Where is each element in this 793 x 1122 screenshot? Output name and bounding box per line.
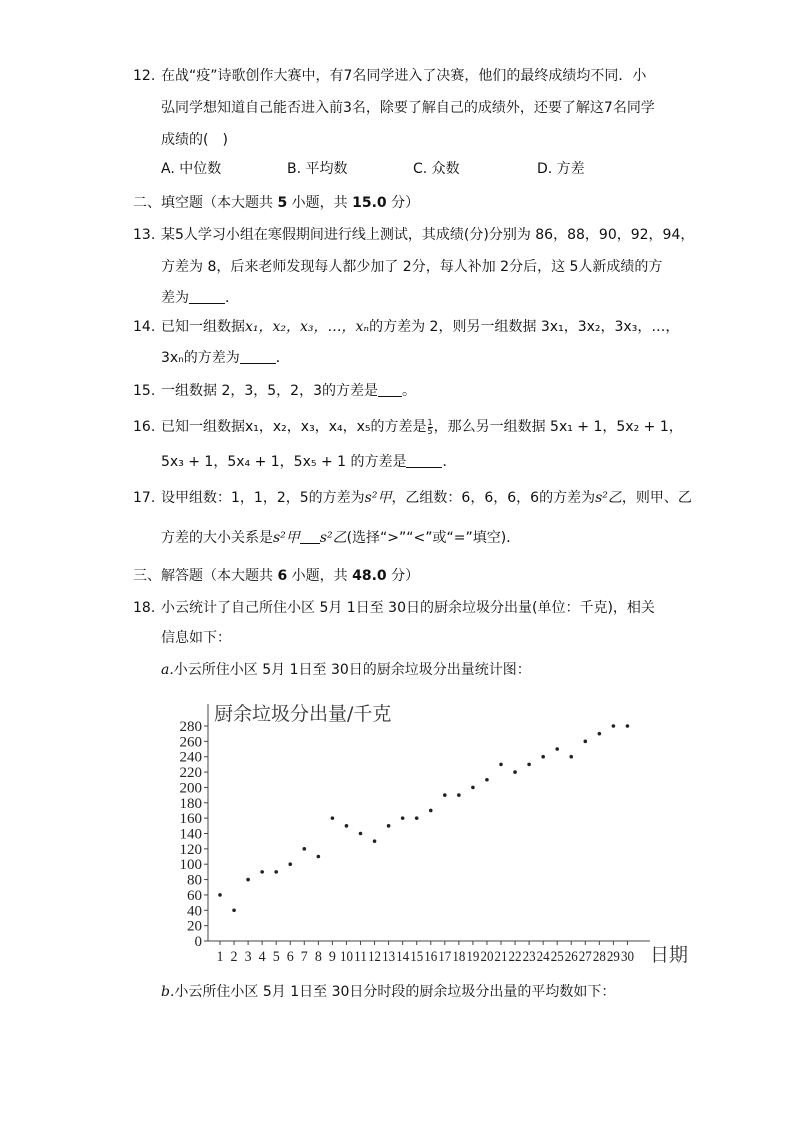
y-tick-label: 80 xyxy=(187,872,202,889)
q12-option-d: D. 方差 xyxy=(537,161,585,177)
q17-line1: 设甲组数：1，1，2，5的方差为s²甲，乙组数：6，6，6，6的方差为s²乙，则甲、乙 xyxy=(161,490,692,506)
data-point xyxy=(232,908,236,912)
q12-line1: 在战“疫”诗歌创作大赛中，有7名同学进入了决赛，他们的最终成绩均不同．小 xyxy=(161,68,647,84)
y-tick-label: 180 xyxy=(179,795,202,812)
data-point xyxy=(541,755,545,759)
x-tick-label: 17 xyxy=(438,949,452,965)
q16-answer-blank xyxy=(406,453,442,468)
data-point xyxy=(246,878,250,882)
q16-number: 16. xyxy=(133,419,156,435)
x-tick-label: 6 xyxy=(286,949,295,965)
y-tick-label: 120 xyxy=(179,841,202,858)
y-tick-label: 260 xyxy=(179,734,202,751)
y-tick-label: 0 xyxy=(194,934,202,950)
data-point xyxy=(359,832,363,836)
x-tick-label: 16 xyxy=(424,949,438,965)
data-point xyxy=(598,732,602,736)
q18-line1: 小云统计了自己所住小区 5月 1日至 30日的厨余垃圾分出量(单位：千克)，相关 xyxy=(161,600,655,616)
data-point xyxy=(373,839,377,843)
q17-number: 17. xyxy=(133,490,156,506)
q18-part-b: b.小云所住小区 5月 1日至 30日分时段的厨余垃圾分出量的平均数如下： xyxy=(161,984,616,1000)
x-tick-label: 10 xyxy=(339,949,353,965)
y-tick-label: 140 xyxy=(179,826,202,843)
data-point xyxy=(429,809,433,813)
q12-line2: 弘同学想知道自己能否进入前3名，除要了解自己的成绩外，还要了解这7名同学 xyxy=(161,100,655,116)
x-tick-label: 24 xyxy=(536,949,551,965)
q18-number: 18. xyxy=(133,600,156,616)
x-tick-label: 4 xyxy=(258,949,267,965)
x-tick-label: 23 xyxy=(522,949,536,965)
chart-svg xyxy=(150,690,710,980)
data-point xyxy=(457,793,461,797)
q16-line1: 已知一组数据x₁，x₂，x₃，x₄，x₅的方差是 $\frac{1}{5}$ ，那么另一组数据 5x₁ + 1，5x₂ + 1， xyxy=(161,417,683,436)
q13-line1: 某5人学习小组在寒假期间进行线上测试，其成绩(分)分别为 86，88，90，92，94， xyxy=(161,227,695,243)
data-point xyxy=(317,855,321,859)
x-tick-label: 28 xyxy=(592,949,606,965)
x-tick-label: 8 xyxy=(314,949,322,965)
x-tick-label: 27 xyxy=(578,949,593,965)
q14-number: 14. xyxy=(133,319,156,335)
x-tick-label: 20 xyxy=(480,949,494,965)
q15-number: 15. xyxy=(133,383,156,399)
x-tick-label: 3 xyxy=(244,949,252,965)
data-point xyxy=(471,786,475,790)
x-tick-label: 15 xyxy=(410,949,424,965)
x-tick-label: 5 xyxy=(272,949,280,965)
data-point xyxy=(555,747,559,751)
data-point xyxy=(401,816,405,820)
x-tick-label: 22 xyxy=(508,949,522,965)
data-point xyxy=(626,724,630,728)
x-tick-label: 26 xyxy=(564,949,579,965)
y-tick-label: 200 xyxy=(179,780,202,797)
q12-number: 12. xyxy=(133,68,156,84)
x-tick-label: 19 xyxy=(466,949,480,965)
x-tick-label: 9 xyxy=(328,949,336,965)
y-tick-label: 60 xyxy=(187,887,202,904)
data-point xyxy=(345,824,349,828)
q12-option-a: A. 中位数 xyxy=(161,161,222,177)
q13-line3: 差为 ． xyxy=(161,290,239,306)
q12-line3: 成绩的( ) xyxy=(161,132,228,148)
q14-line1: 已知一组数据x₁，x₂，x₃，…，xₙ的方差为 2，则另一组数据 3x₁，3x₂，3x₃，…， xyxy=(161,319,680,335)
x-tick-label: 21 xyxy=(494,949,508,965)
x-tick-label: 29 xyxy=(606,949,620,965)
data-point xyxy=(569,755,573,759)
q14-answer-blank xyxy=(240,349,276,364)
x-tick-label: 13 xyxy=(382,949,396,965)
q15-line1: 一组数据 2，3，5，2，3的方差是 。 xyxy=(161,383,416,399)
data-point xyxy=(443,793,447,797)
q13-answer-blank xyxy=(189,289,225,304)
x-tick-label: 14 xyxy=(396,949,410,965)
x-tick-label: 2 xyxy=(230,949,238,965)
x-tick-label: 12 xyxy=(368,949,382,965)
data-point xyxy=(260,870,264,874)
q13-number: 13. xyxy=(133,227,156,243)
data-point xyxy=(499,763,503,767)
x-tick-label: 1 xyxy=(216,949,224,965)
y-tick-label: 240 xyxy=(179,749,202,766)
data-point xyxy=(584,740,588,744)
q18-part-a: a.小云所住小区 5月 1日至 30日的厨余垃圾分出量统计图： xyxy=(161,662,531,678)
x-tick-label: 30 xyxy=(620,949,634,965)
q13-line2: 方差为 8，后来老师发现每人都少加了 2分，每人补加 2分后，这 5人新成绩的方 xyxy=(161,259,663,275)
data-point xyxy=(331,816,335,820)
section3-header: 三、解答题（本大题共 6 小题，共 48.0 分） xyxy=(133,568,420,584)
x-tick-label: 11 xyxy=(354,949,367,965)
q17-line2: 方差的大小关系是s²甲 s²乙(选择“>”“<”或“=”填空)． xyxy=(161,530,521,546)
data-point xyxy=(303,847,307,851)
data-point xyxy=(527,763,531,767)
x-tick-label: 25 xyxy=(550,949,564,965)
q15-answer-blank xyxy=(378,382,402,397)
q14-line2: 3xₙ的方差为 ． xyxy=(161,350,290,366)
q18-line2: 信息如下： xyxy=(161,630,231,646)
data-point xyxy=(218,893,222,897)
data-point xyxy=(288,862,292,866)
y-tick-label: 280 xyxy=(179,719,202,735)
y-tick-label: 100 xyxy=(179,857,202,874)
y-tick-label: 160 xyxy=(179,811,202,828)
q17-answer-blank xyxy=(300,529,320,544)
q16-fraction: $\frac{1}{5}$ xyxy=(427,417,433,436)
q12-option-c: C. 众数 xyxy=(413,161,460,177)
data-point xyxy=(387,824,391,828)
x-axis-title: 日期 xyxy=(650,944,689,966)
y-tick-label: 20 xyxy=(187,918,202,935)
data-point xyxy=(274,870,278,874)
data-point xyxy=(612,724,616,728)
q12-option-b: B. 平均数 xyxy=(287,161,348,177)
data-point xyxy=(415,816,419,820)
data-point xyxy=(485,778,489,782)
y-tick-label: 220 xyxy=(179,765,202,782)
y-axis-title: 厨余垃圾分出量/千克 xyxy=(214,703,392,725)
y-tick-label: 40 xyxy=(187,903,202,920)
data-point xyxy=(513,770,517,774)
section2-header: 二、填空题（本大题共 5 小题，共 15.0 分） xyxy=(133,195,420,211)
x-tick-label: 18 xyxy=(452,949,466,965)
q16-line2: 5x₃ + 1，5x₄ + 1，5x₅ + 1 的方差是 ． xyxy=(161,454,457,470)
x-tick-label: 7 xyxy=(300,949,309,965)
scatter-chart xyxy=(150,690,710,980)
